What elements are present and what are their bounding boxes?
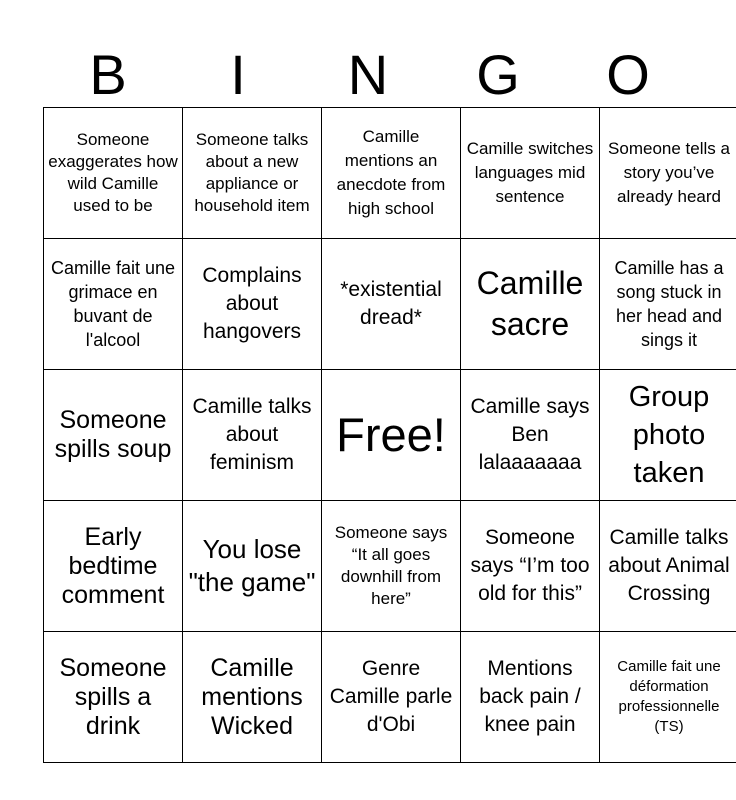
bingo-cell[interactable]: Someone says “I’m too old for this” bbox=[461, 501, 600, 632]
bingo-row bbox=[44, 370, 736, 501]
bingo-cell[interactable]: Camille mentions Wicked bbox=[183, 632, 322, 763]
header-letter-b: B bbox=[89, 43, 127, 106]
bingo-row bbox=[44, 501, 736, 632]
bingo-cell[interactable]: Early bedtime comment bbox=[44, 501, 183, 632]
header-letter-o: O bbox=[606, 43, 650, 106]
bingo-row bbox=[44, 239, 736, 370]
bingo-cell[interactable]: *existential dread* bbox=[322, 239, 461, 370]
bingo-cell[interactable]: Complains about hangovers bbox=[183, 239, 322, 370]
bingo-header bbox=[43, 44, 693, 106]
bingo-cell[interactable]: Camille mentions an anecdote from high school bbox=[322, 108, 461, 239]
bingo-cell[interactable]: Someone spills a drink bbox=[44, 632, 183, 763]
bingo-cell[interactable]: Someone tells a story you’ve already heard bbox=[600, 108, 736, 239]
bingo-cell[interactable]: Someone says “It all goes downhill from here” bbox=[322, 501, 461, 632]
bingo-cell[interactable]: Camille talks about Animal Crossing bbox=[600, 501, 736, 632]
bingo-cell[interactable]: You lose "the game" bbox=[183, 501, 322, 632]
bingo-cell[interactable]: Camille has a song stuck in her head and sings it bbox=[600, 239, 736, 370]
bingo-cell[interactable]: Someone exaggerates how wild Camille used to be bbox=[44, 108, 183, 239]
bingo-card bbox=[43, 107, 736, 763]
free-space-cell[interactable]: Free! bbox=[322, 370, 461, 501]
header-letter-i: I bbox=[230, 43, 246, 106]
bingo-cell[interactable]: Genre Camille parle d'Obi bbox=[322, 632, 461, 763]
bingo-cell[interactable]: Someone spills soup bbox=[44, 370, 183, 501]
bingo-cell[interactable]: Camille talks about feminism bbox=[183, 370, 322, 501]
bingo-cell[interactable]: Group photo taken bbox=[600, 370, 736, 501]
bingo-row bbox=[44, 632, 736, 763]
bingo-row bbox=[44, 108, 736, 239]
bingo-cell[interactable]: Camille says Ben lalaaaaaaa bbox=[461, 370, 600, 501]
bingo-cell[interactable]: Someone talks about a new appliance or household item bbox=[183, 108, 322, 239]
bingo-cell[interactable]: Mentions back pain / knee pain bbox=[461, 632, 600, 763]
bingo-cell[interactable]: Camille switches languages mid sentence bbox=[461, 108, 600, 239]
header-letter-g: G bbox=[476, 43, 520, 106]
header-letter-n: N bbox=[347, 43, 389, 106]
bingo-cell[interactable]: Camille fait une grimace en buvant de l'alcool bbox=[44, 239, 183, 370]
bingo-cell[interactable]: Camille fait une déformation professionnelle (TS) bbox=[600, 632, 736, 763]
bingo-cell[interactable]: Camille sacre bbox=[461, 239, 600, 370]
